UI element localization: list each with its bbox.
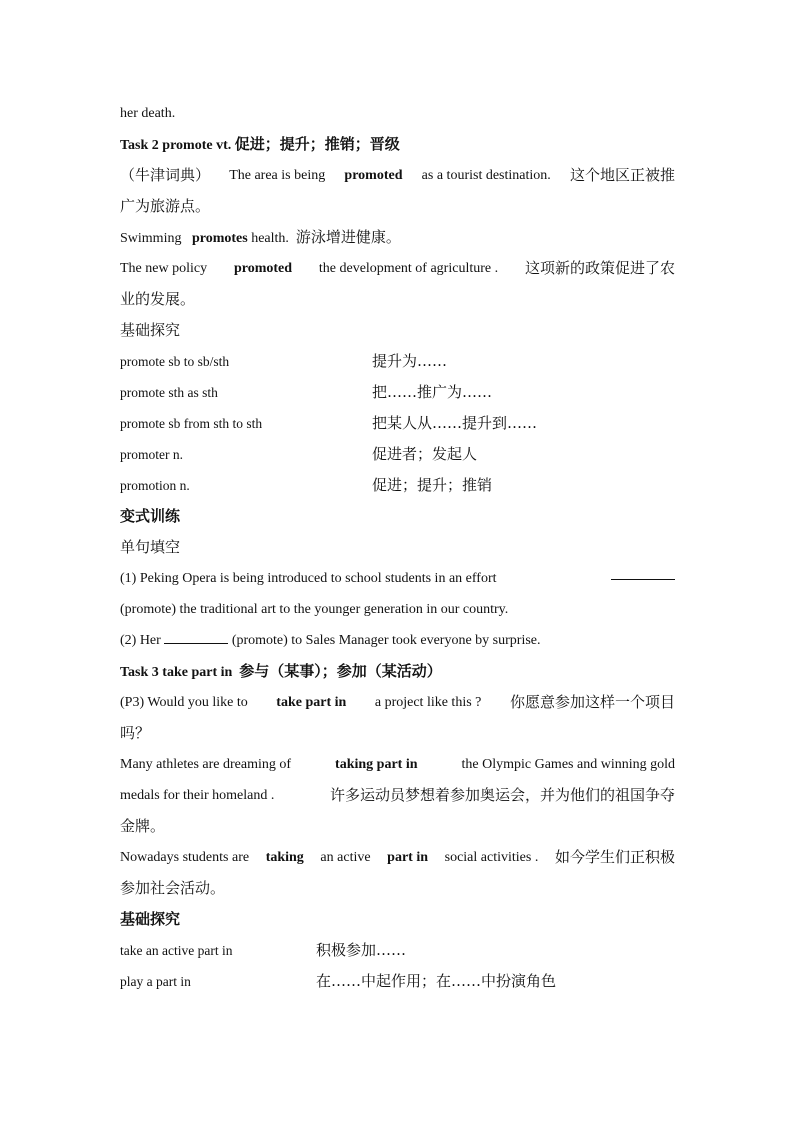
phrase-zh: 提升为…… <box>372 352 448 370</box>
text-line <box>120 191 675 222</box>
translation: 如今学生们正积极 <box>554 848 675 866</box>
example-text: the development of agriculture . <box>318 261 499 276</box>
phrase-en: take an active part in <box>120 943 233 958</box>
task2-heading <box>120 129 675 160</box>
text-line <box>120 811 675 842</box>
translation: 吗？ <box>120 724 151 742</box>
example-text: an active <box>320 850 371 865</box>
question-text: (promote) the traditional art to the younger generation in our country. <box>120 602 509 617</box>
source-label: （牛津词典） <box>120 166 211 184</box>
phrase-en: promote sth as sth <box>120 385 218 400</box>
translation: 业的发展。 <box>120 290 196 308</box>
translation: 参加社会活动。 <box>120 879 226 897</box>
phrase-row <box>120 935 675 966</box>
phrase-list <box>120 346 675 501</box>
keyword: promoted <box>233 261 293 276</box>
phrase-zh: 促进；提升；推销 <box>372 476 493 494</box>
question-2 <box>120 625 675 656</box>
keyword: promotes <box>191 231 248 246</box>
example-text: Nowadays students are <box>120 850 250 865</box>
example-text: as a tourist destination. <box>421 168 551 183</box>
task3-example-1 <box>120 687 675 718</box>
phrase-row <box>120 470 675 501</box>
task3-heading-en: Task 3 take part in <box>120 665 233 680</box>
translation: 游泳增进健康。 <box>295 228 401 246</box>
keyword: part in <box>387 850 429 865</box>
phrase-en: promotion n. <box>120 478 190 493</box>
variant-title: 变式训练 <box>120 507 181 525</box>
answer-blank[interactable] <box>611 563 675 580</box>
task2-heading-zh: 促进；提升；推销；晋级 <box>234 135 400 153</box>
question-text: (2) Her <box>120 633 161 648</box>
phrase-zh: 把……推广为…… <box>372 383 493 401</box>
phrase-list <box>120 935 675 997</box>
phrase-row <box>120 408 675 439</box>
phrase-zh: 积极参加…… <box>316 941 407 959</box>
example-text: Many athletes are dreaming of <box>120 757 292 772</box>
phrase-row <box>120 439 675 470</box>
translation: 这个地区正被推 <box>569 166 675 184</box>
translation: 这项新的政策促进了农 <box>524 259 675 277</box>
translation: 许多运动员梦想着参加奥运会，并为他们的祖国争夺 <box>329 786 675 804</box>
task3-example-2 <box>120 749 675 780</box>
keyword: taking part in <box>335 757 418 772</box>
example-text: a project like this ? <box>374 695 482 710</box>
basic-title: 基础探究 <box>120 321 181 339</box>
text-line <box>120 284 675 315</box>
section-title <box>120 904 675 935</box>
example-text: The area is being <box>229 168 326 183</box>
task2-heading-en: Task 2 promote vt. <box>120 138 232 153</box>
task3-heading <box>120 656 675 687</box>
phrase-en: promoter n. <box>120 447 183 462</box>
task3-example-3 <box>120 842 675 873</box>
phrase-zh: 促进者；发起人 <box>372 445 478 463</box>
task3-example-2-cont <box>120 780 675 811</box>
phrase-en: play a part in <box>120 974 191 989</box>
task3-heading-zh: 参与（某事）；参加（某活动） <box>239 662 442 680</box>
basic-title: 基础探究 <box>120 910 181 928</box>
section-title <box>120 532 675 563</box>
example-text: social activities . <box>444 850 539 865</box>
phrase-row <box>120 966 675 997</box>
continuation-text: her death. <box>120 106 176 121</box>
keyword: taking <box>265 850 304 865</box>
example-text: Swimming <box>120 231 182 246</box>
text-line <box>120 873 675 904</box>
text-line <box>120 718 675 749</box>
translation: 金牌。 <box>120 817 166 835</box>
answer-blank[interactable] <box>164 627 228 644</box>
phrase-row <box>120 377 675 408</box>
phrase-zh: 把某人从……提升到…… <box>372 414 538 432</box>
document-page <box>120 98 675 997</box>
phrase-zh: 在……中起作用；在……中扮演角色 <box>316 972 557 990</box>
phrase-row <box>120 346 675 377</box>
text-line <box>120 98 675 129</box>
phrase-en: promote sb to sb/sth <box>120 354 230 369</box>
task2-example-3 <box>120 253 675 284</box>
task2-example-2 <box>120 222 675 253</box>
translation: 广为旅游点。 <box>120 197 211 215</box>
question-1 <box>120 563 675 594</box>
example-text: medals for their homeland . <box>120 788 275 803</box>
keyword: take part in <box>276 695 347 710</box>
question-1-cont <box>120 594 675 625</box>
section-title <box>120 315 675 346</box>
example-text: the Olympic Games and winning gold <box>461 757 675 772</box>
example-text: health. <box>251 231 289 246</box>
example-text: The new policy <box>120 261 208 276</box>
question-text: (1) Peking Opera is being introduced to school students in an effort <box>120 571 497 586</box>
translation: 你愿意参加这样一个项目 <box>509 693 675 711</box>
keyword: promoted <box>344 168 403 183</box>
section-title <box>120 501 675 532</box>
phrase-en: promote sb from sth to sth <box>120 416 263 431</box>
example-text: (P3) Would you like to <box>120 695 248 710</box>
fill-title: 单句填空 <box>120 538 181 556</box>
question-text: (promote) to Sales Manager took everyone by surprise. <box>231 633 541 648</box>
task2-example-1 <box>120 160 675 191</box>
